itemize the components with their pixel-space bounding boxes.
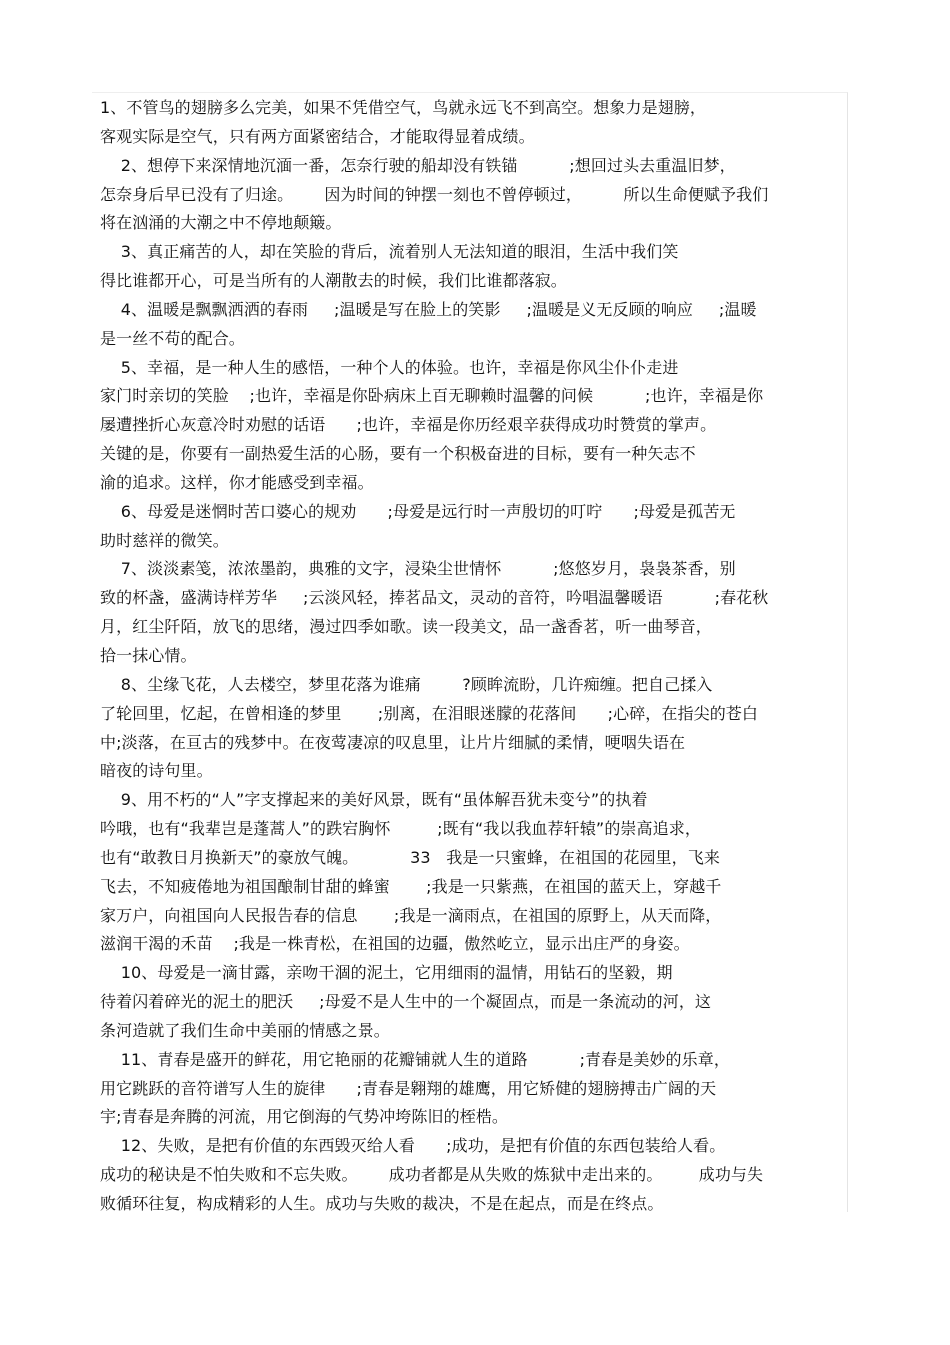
text-line: 6、母爱是迷惘时苦口婆心的规劝 ;母爱是远行时一声殷切的叮咛 ;母爱是孤苦无: [100, 501, 736, 521]
text-line: 8、尘缘飞花，人去楼空，梦里花落为谁痛 ?顾眸流盼，几许痴缠。把自己揉入: [100, 674, 713, 694]
text-line: 4、温暖是飘飘洒洒的春雨 ;温暖是写在脸上的笑影 ;温暖是义无反顾的响应 ;温暖: [100, 299, 757, 319]
text-line: 得比谁都开心，可是当所有的人潮散去的时候，我们比谁都落寂。: [100, 271, 567, 290]
text-line: 也有“敢教日月换新天”的豪放气魄。 33 我是一只蜜蜂，在祖国的花园里，飞来: [100, 847, 720, 867]
text-line: 败循环往复，构成精彩的人生。成功与失败的裁决，不是在起点，而是在终点。: [100, 1193, 664, 1213]
text-line: 助时慈祥的微笑。: [100, 530, 229, 550]
text-line: 吟哦，也有“我辈岂是蓬蒿人”的跌宕胸怀 ;既有“我以我血荐轩辕”的崇高追求，: [100, 819, 701, 838]
text-line: 1、不管鸟的翅膀多么完美，如果不凭借空气，鸟就永远飞不到高空。想象力是翅膀，: [100, 98, 706, 117]
text-line: 10、母爱是一滴甘露，亲吻干涸的泥土，它用细雨的温情，用钻石的坚毅，期: [100, 963, 673, 983]
text-line: 2、想停下来深情地沉湎一番，怎奈行驶的船却没有铁锚 ;想回过头去重温旧梦，: [100, 155, 736, 175]
text-line: 月，红尘阡陌，放飞的思绪，漫过四季如歌。读一段美文，品一盏香茗，听一曲琴音，: [100, 617, 712, 637]
text-line: 客观实际是空气，只有两方面紧密结合，才能取得显着成绩。: [100, 126, 535, 146]
text-line: 渝的追求。这样，你才能感受到幸福。: [100, 472, 374, 492]
text-line: 了轮回里，忆起，在曾相逢的梦里 ;别离，在泪眼迷朦的花落间 ;心碎，在指尖的苍白: [100, 703, 758, 723]
text-line: 11、青春是盛开的鲜花，用它艳丽的花瓣铺就人生的道路 ;青春是美妙的乐章，: [100, 1049, 730, 1069]
text-line: 用它跳跃的音符谱写人生的旋律 ;青春是翱翔的雄鹰，用它矫健的翅膀搏击广阔的天: [100, 1078, 717, 1098]
text-line: 致的杯盏，盛满诗样芳华 ;云淡风轻，捧茗品文，灵动的音符，吟唱温馨暖语 ;春花秋: [100, 588, 769, 608]
text-line: 屡遭挫折心灰意冷时劝慰的话语 ;也许，幸福是你历经艰辛获得成功时赞赏的掌声。: [100, 415, 717, 435]
text-line: 中;淡落，在亘古的残梦中。在夜莺凄凉的叹息里，让片片细腻的柔情，哽咽失语在: [100, 732, 686, 752]
text-line: 怎奈身后早已没有了归途。 因为时间的钟摆一刻也不曾停顿过， 所以生命便赋予我们: [100, 184, 769, 204]
text-line: 关键的是，你要有一副热爱生活的心肠，要有一个积极奋进的目标，要有一种矢志不: [100, 444, 696, 464]
text-line: 家门时亲切的笑脸 ;也许，幸福是你卧病床上百无聊赖时温馨的问候 ;也许，幸福是你: [100, 386, 764, 406]
text-line: 宇;青春是奔腾的河流，用它倒海的气势冲垮陈旧的桎梏。: [100, 1107, 508, 1127]
text-line: 条河造就了我们生命中美丽的情感之景。: [100, 1020, 390, 1040]
text-line: 飞去，不知疲倦地为祖国酿制甘甜的蜂蜜 ;我是一只紫燕，在祖国的蓝天上，穿越千: [100, 876, 722, 896]
text-line: 待着闪着碎光的泥土的肥沃 ;母爱不是人生中的一个凝固点，而是一条流动的河，这: [100, 992, 712, 1011]
text-line: 将在汹涌的大潮之中不停地颠簸。: [100, 213, 342, 233]
text-line: 拾一抹心情。: [100, 646, 197, 665]
text-line: 9、用不朽的“人”字支撑起来的美好风景，既有“虽体解吾犹未变兮”的执着: [100, 790, 648, 810]
text-line: 家万户，向祖国向人民报告春的信息 ;我是一滴雨点，在祖国的原野上，从天而降，: [100, 905, 722, 925]
text-line: 滋润干渴的禾苗 ;我是一株青松，在祖国的边疆，傲然屹立，显示出庄严的身姿。: [100, 934, 690, 954]
text-line: 12、失败，是把有价值的东西毁灭给人看 ;成功，是把有价值的东西包装给人看。: [100, 1136, 726, 1156]
text-line: 5、幸福，是一种人生的感悟，一种个人的体验。也许，幸福是你风尘仆仆走进: [100, 357, 679, 377]
text-line: 成功的秘诀是不怕失败和不忘失败。 成功者都是从失败的炼狱中走出来的。 成功与失: [100, 1165, 764, 1185]
text-line: 3、真正痛苦的人，却在笑脸的背后，流着别人无法知道的眼泪，生活中我们笑: [100, 242, 679, 262]
text-line: 7、淡淡素笺，浓浓墨韵，典雅的文字，浸染尘世情怀 ;悠悠岁月，袅袅茶香，别: [100, 559, 736, 579]
text-line: 是一丝不苟的配合。: [100, 328, 245, 348]
text-line: 暗夜的诗句里。: [100, 761, 213, 781]
